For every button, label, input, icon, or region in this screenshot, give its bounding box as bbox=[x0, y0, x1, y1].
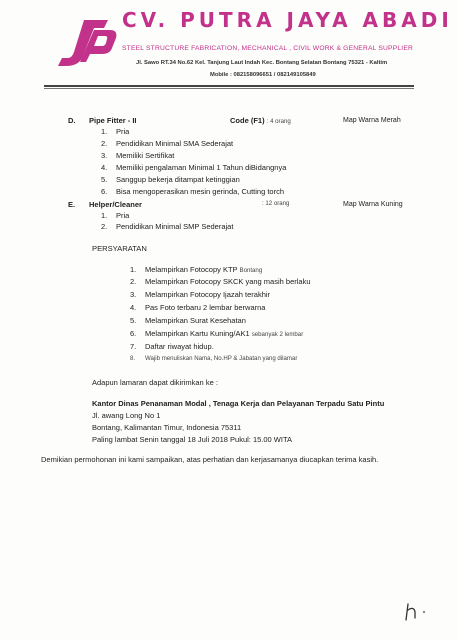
header-divider-thin bbox=[44, 88, 414, 89]
list-item: 2. Pendidikan Minimal SMP Sederajat bbox=[101, 222, 234, 231]
company-logo-icon bbox=[54, 16, 118, 70]
section-d-code-label: Code (F1) bbox=[230, 116, 265, 125]
company-address: Jl. Sawo RT.34 No.62 Kel. Tanjung Laut Indah Kec. Bontang Selatan Bontang 75321 - Kaltim bbox=[136, 60, 388, 66]
section-e-letter: E. bbox=[68, 200, 76, 209]
section-d-count: : 4 orang bbox=[266, 118, 291, 125]
application-deadline: Paling lambat Senin tanggal 18 Juli 2018 Pukul: 15.00 WITA bbox=[92, 435, 292, 444]
requirement-item: 7. Daftar riwayat hidup. bbox=[130, 342, 214, 351]
section-e-title: Helper/Cleaner bbox=[89, 200, 142, 209]
requirement-item: 8. Wajib menuliskan Nama, No.HP & Jabatan yang dilamar bbox=[130, 355, 298, 362]
requirement-item: 6. Melampirkan Kartu Kuning/AK1 sebanyak 2 lembar bbox=[130, 329, 304, 338]
company-name: CV. PUTRA JAYA ABADI bbox=[122, 8, 453, 32]
persyaratan-title: PERSYARATAN bbox=[92, 244, 147, 253]
application-intro: Adapun lamaran dapat dikirimkan ke : bbox=[92, 378, 218, 387]
application-office: Kantor Dinas Penanaman Modal , Tenaga Kerja dan Pelayanan Terpadu Satu Pintu bbox=[92, 399, 385, 408]
list-item: 5. Sanggup bekerja ditampat ketinggian bbox=[101, 175, 240, 184]
signature-mark-icon bbox=[402, 600, 434, 622]
list-item: 4. Memiliki pengalaman Minimal 1 Tahun diBidangnya bbox=[101, 163, 287, 172]
requirement-item: 2. Melampirkan Fotocopy SKCK yang masih berlaku bbox=[130, 277, 311, 286]
section-d-letter: D. bbox=[68, 116, 76, 125]
list-item: 1. Pria bbox=[101, 211, 130, 220]
section-e-map-color: Map Warna Kuning bbox=[343, 201, 403, 208]
application-street: Jl. awang Long No 1 bbox=[92, 411, 161, 420]
requirement-item: 3. Melampirkan Fotocopy Ijazah terakhir bbox=[130, 290, 271, 299]
list-item: 6. Bisa mengoperasikan mesin gerinda, Cutting torch bbox=[101, 187, 285, 196]
company-tagline: STEEL STRUCTURE FABRICATION, MECHANICAL , CIVIL WORK & GENERAL SUPPLIER bbox=[122, 45, 414, 52]
requirement-item: 1. Melampirkan Fotocopy KTP Bontang bbox=[130, 265, 263, 274]
list-item: 3. Memiliki Sertifikat bbox=[101, 151, 175, 160]
section-e-count: : 12 orang bbox=[262, 200, 290, 207]
list-item: 2. Pendidikan Minimal SMA Sederajat bbox=[101, 139, 234, 148]
header-divider bbox=[44, 85, 414, 87]
section-d-map-color: Map Warna Merah bbox=[343, 117, 401, 124]
closing-statement: Demikian permohonan ini kami sampaikan, atas perhatian dan kerjasamanya diucapkan terima kasih. bbox=[41, 455, 379, 464]
requirement-item: 4. Pas Foto terbaru 2 lembar berwarna bbox=[130, 303, 266, 312]
application-city: Bontang, Kalimantan Timur, Indonesia 75311 bbox=[92, 423, 242, 432]
list-item: 1. Pria bbox=[101, 127, 130, 136]
section-d-title: Pipe Fitter - II bbox=[89, 116, 137, 125]
company-mobile: Mobile : 082158096651 / 082149105849 bbox=[210, 72, 316, 78]
requirement-item: 5. Melampirkan Surat Kesehatan bbox=[130, 316, 246, 325]
